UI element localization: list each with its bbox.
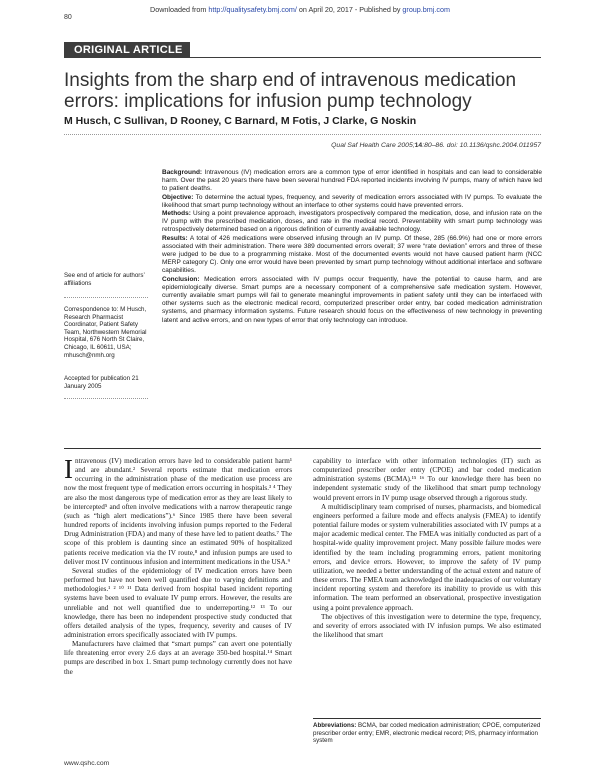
- header-rule: [64, 57, 541, 58]
- body-paragraph: The objectives of this investigation were to determine the type, frequency, and severity of errors associated with IV infusion pumps. We also estimated the likelihood that smart: [313, 612, 541, 639]
- objective-label: Objective:: [162, 193, 194, 201]
- abbreviations-text: BCMA, bar coded medication administration; CPOE, computerized prescriber order entry; EMR, electronic medical record; PIS, pharmacy information system: [313, 722, 541, 745]
- paragraph-text: ntravenous (IV) medication errors have led to considerable patient harm¹ and are abundant.² Several reports estimate that medication errors occurring in the administration phase of the medication use process are now the most frequent type of medication errors occurring in hospitals.³ ⁴ They are also the most dangerous type of medication error as they are least likely to be intercepted⁵ and often involve medications with a narrow therapeutic range (such as “high alert medications”).⁶ Since 1985 there have been several hundred reports of incidents involving infusion pumps reported to the Federal Drug Administration (FDA) and many of these have led to patient deaths.⁷ The scope of this problem is daunting since an estimated 90% of hospitalized patients receive medication via the IV route,⁸ and infusion pumps are used to deliver most IV continuous infusion and intermittent medications in the USA.⁹: [64, 457, 292, 566]
- publisher-link[interactable]: group.bmj.com: [402, 5, 450, 14]
- drop-cap: I: [64, 454, 73, 484]
- sidenote-divider: [64, 297, 148, 298]
- abstract-objective: [162, 194, 542, 210]
- conclusion-label: Conclusion:: [162, 275, 200, 283]
- title-divider: [64, 134, 541, 135]
- citation-rest: :80–86. doi: 10.1136/qshc.2004.011957: [422, 142, 541, 149]
- abstract-methods: [162, 210, 542, 235]
- methods-text: Using a point prevalence approach, investigators prospectively compared the medication, dose, and infusion rate on the IV pump with the prescribed medication, doses, and rate in the medical record. Preventability with smart pump technology was retrospectively determined based on a rigorous definition of currently available technology.: [162, 210, 542, 234]
- abbreviations-box: [313, 722, 541, 745]
- download-url-link[interactable]: http://qualitysafety.bmj.com/: [208, 5, 297, 14]
- methods-label: Methods:: [162, 210, 191, 218]
- citation-line: [64, 142, 541, 149]
- conclusion-text: Medication errors associated with IV pumps occur frequently, have the potential to cause harm, and are epidemiologically diverse. Smart pumps are a necessary component of a comprehensive safe medication system. However, currently available smart pumps will fail to generate meaningful improvements in patient safety until they can be interfaced with other systems such as the electronic medical record, computerized prescriber order entry, bar coded medication administration systems, and pharmacy information systems. Future research should focus on the effectiveness of new technology in preventing latent and active errors, and on new types of error that only technology can introduce.: [162, 275, 542, 324]
- body-paragraph: capability to interface with other information technologies (IT) such as computerized prescriber order entry (CPOE) and bar coded medication administration systems (BCMA).¹⁵ ¹⁶ To our knowledge there has been no independent systematic study of the likelihood that smart pump technology would prevent errors in IV pump usage observed through a rigorous study.: [313, 457, 541, 502]
- abstract-background: [162, 169, 542, 194]
- page-number: 80: [64, 14, 72, 21]
- objective-text: To determine the actual types, frequency, and severity of medication errors associated with IV pumps. To evaluate the likelihood that smart pump technology without an interface to other systems could have prevented errors.: [162, 193, 542, 209]
- author-list: M Husch, C Sullivan, D Rooney, C Barnard, M Fotis, J Clarke, G Noskin: [64, 115, 417, 127]
- download-banner: [0, 5, 600, 14]
- abstract-conclusion: [162, 276, 542, 325]
- citation-year: 2005;: [397, 142, 415, 149]
- body-paragraph: Manufacturers have claimed that “smart pumps” can avert one potentially life threatening error every 2.6 days at an average 350-bed hospital.¹⁴ Smart pumps are described in box 1. Smart pump technology currently does not have the: [64, 640, 292, 676]
- sidenote-accepted: Accepted for publication 21 January 2005: [64, 375, 139, 390]
- background-text: Intravenous (IV) medication errors are a common type of error identified in hospitals and can lead to considerable harm. Over the past 20 years there have been several hundred FDA reported incidents involving IV pumps, many of which have led to patient deaths.: [162, 169, 542, 193]
- abstract-results: [162, 235, 542, 276]
- abbreviations-label: Abbreviations:: [313, 722, 357, 729]
- sidenote-affiliations: See end of article for authors’ affiliations: [64, 272, 145, 287]
- article-title: Insights from the sharp end of intravenous medication errors: implications for infusion pump technology: [64, 70, 517, 112]
- sidenote-correspondence: Correspondence to: M Husch, Research Pharmacist Coordinator, Patient Safety Team, Northwestern Memorial Hospital, 676 North St Claire, Chicago, IL 60611, USA; mhusch@nmh.org: [64, 306, 147, 359]
- body-paragraph: A multidisciplinary team comprised of nurses, pharmacists, and biomedical engineers performed a failure mode and effects analysis (FMEA) to identify potential failure modes or system vulnerabilities associated with IV pumps at a major academic medical center. The FMEA was initially conducted as part of a hospital-wide quality improvement project. Many possible failure modes were identified by the team including programming errors, patient monitoring errors, and device errors. However, to improve the safety of IV pump utilization, we needed a better understanding of the actual extent and nature of these errors. The FMEA team acknowledged the inadequacies of our voluntary incident reporting system and therefore its inability to provide us with this information. The team performed an observational, prospective investigation using a point prevalence approach.: [313, 502, 541, 612]
- results-label: Results:: [162, 234, 188, 242]
- citation-journal: Qual Saf Health Care: [331, 142, 396, 149]
- citation-volume: 14: [414, 142, 423, 149]
- body-column-right: [313, 457, 541, 640]
- results-text: A total of 426 medications were observed infusing through an IV pump. Of these, 285 (66.9%) had one or more errors associated with their administration. There were 389 documented errors overall; 37 were “rate deviation” errors and three of these were judged to be due to a programming mistake. Most of the documented events would not have caused patient harm (NCC MERP category C). Only one error would have been prevented by smart pump technology without additional interface and software capabilities.: [162, 234, 542, 275]
- abstract: [162, 169, 542, 325]
- abstract-rule: [64, 448, 541, 449]
- sidenote-divider: [64, 398, 148, 399]
- background-label: Background:: [162, 169, 203, 176]
- body-column-left: [64, 454, 292, 677]
- section-badge: ORIGINAL ARTICLE: [64, 42, 190, 58]
- download-prefix: Downloaded from: [150, 5, 209, 14]
- footer-url: www.qshc.com: [64, 760, 110, 767]
- abbreviations-rule: [313, 718, 541, 719]
- body-paragraph: [64, 454, 292, 567]
- body-paragraph: Several studies of the epidemiology of IV medication errors have been performed but have not been well quantified due to varying definitions and methodologies.¹ ² ¹⁰ ¹¹ Data derived from hospital based incident reporting systems have been used to evaluate IV pump errors. However, the results are unreliable and not well quantified due to underreporting.¹² ¹³ To our knowledge, there has been no independent prospective study conducted that offers detailed analysis of the types, frequency, severity and causes of IV administration errors specifically associated with IV pumps.: [64, 566, 292, 639]
- download-middle: on April 20, 2017 - Published by: [296, 5, 403, 14]
